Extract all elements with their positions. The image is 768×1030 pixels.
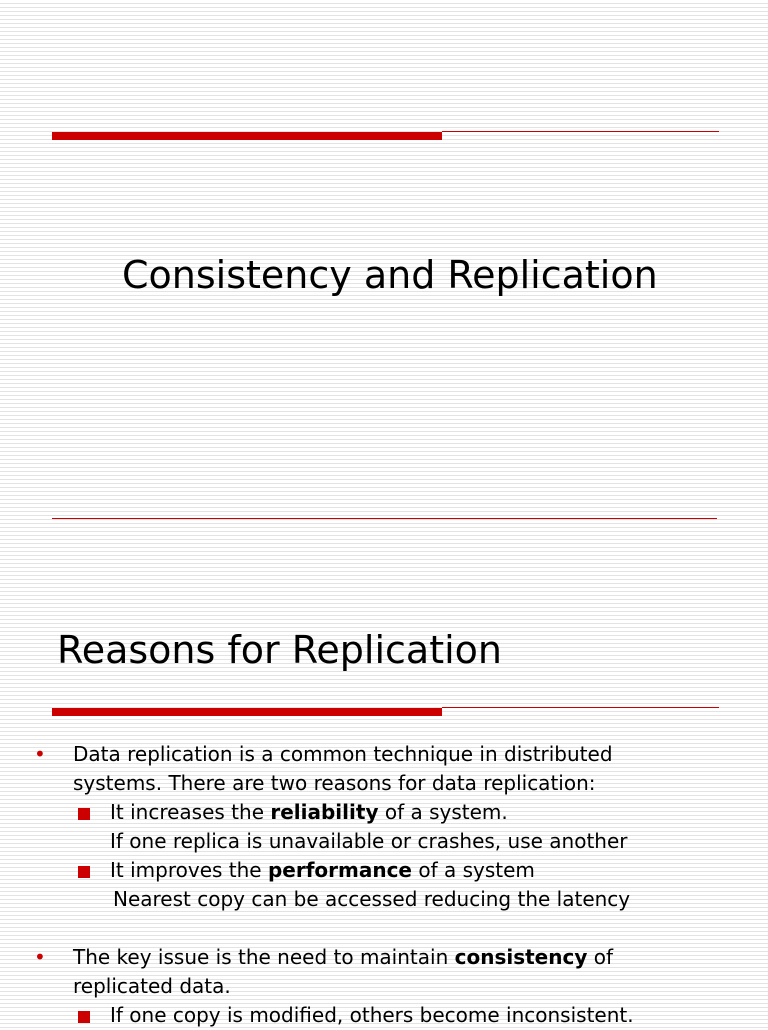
header-rule-thin xyxy=(442,131,719,132)
sub-bullet-item xyxy=(73,1001,713,1030)
bullet-line xyxy=(73,943,713,972)
sub-bullet-text: of a system xyxy=(412,858,535,882)
square-bullet-icon xyxy=(78,808,90,820)
square-bullet-icon xyxy=(78,866,90,878)
bullet-emphasis: consistency xyxy=(454,945,588,969)
round-bullet-icon: • xyxy=(34,742,46,766)
square-bullet-icon xyxy=(78,1011,90,1023)
section-rule-thick xyxy=(52,708,442,716)
sub-bullet-text: If one copy is modified, others become inconsistent. xyxy=(110,1003,634,1027)
content-slide xyxy=(0,600,768,1027)
sub-bullet-text: It increases the xyxy=(110,800,271,824)
bullet-line: Data replication is a common technique in distributed xyxy=(73,742,613,766)
sub-bullet-item xyxy=(73,856,713,885)
bullet-text: The key issue is the need to maintain xyxy=(73,945,455,969)
bullet-line: replicated data. xyxy=(73,974,231,998)
sub-bullet-emphasis: performance xyxy=(267,858,412,882)
sub-bullet-text: of a system. xyxy=(378,800,508,824)
sub-bullet-note: Nearest copy can be accessed reducing the latency xyxy=(113,887,631,911)
sub-bullet-text: It improves the xyxy=(110,858,268,882)
header-rule-thick xyxy=(52,132,442,140)
bullet-text: of xyxy=(587,945,614,969)
bullet-list xyxy=(0,740,768,1030)
sub-bullet-item xyxy=(73,798,713,827)
bullet-item xyxy=(0,943,713,1030)
section-title: Reasons for Replication xyxy=(57,628,502,672)
slide-title: Consistency and Replication xyxy=(122,253,658,297)
footer-rule xyxy=(52,518,717,519)
bullet-line: systems. There are two reasons for data replication: xyxy=(73,771,596,795)
bullet-item xyxy=(0,740,713,914)
sub-bullet-emphasis: reliability xyxy=(270,800,379,824)
round-bullet-icon: • xyxy=(34,945,46,969)
section-rule-thin xyxy=(442,707,719,708)
sub-bullet-note: If one replica is unavailable or crashes, use another xyxy=(110,829,628,853)
